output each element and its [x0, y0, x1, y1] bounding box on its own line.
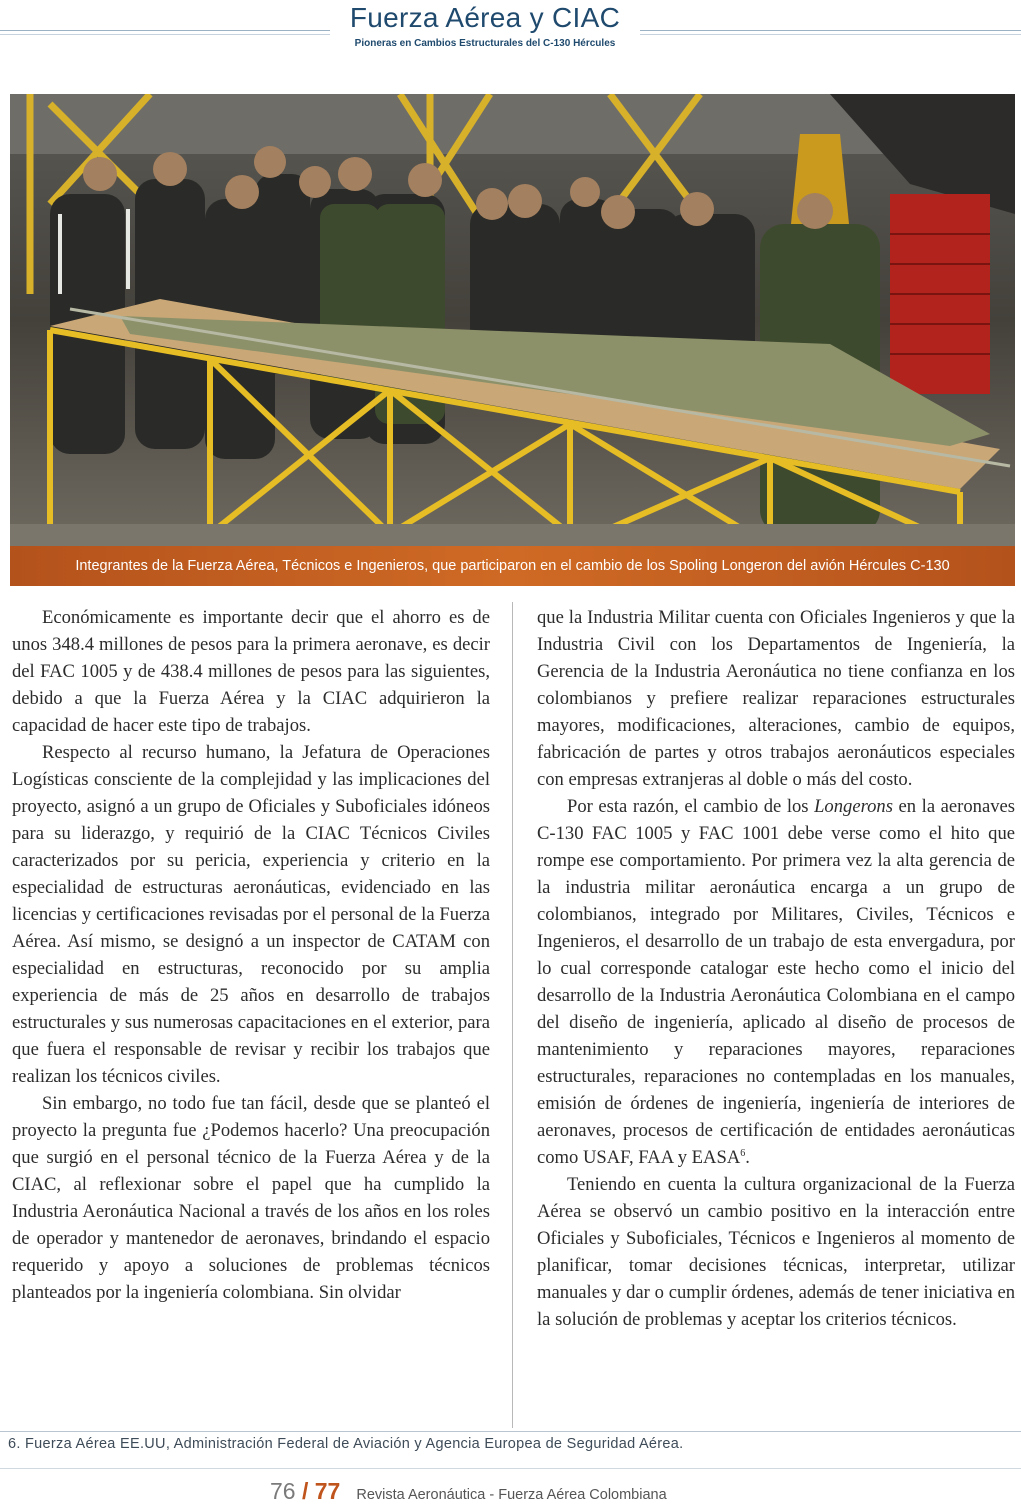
- header-subtitle: Pioneras en Cambios Estructurales del C-130 Hércules: [354, 38, 616, 49]
- magazine-name: Revista Aeronáutica - Fuerza Aérea Colombiana: [356, 1487, 667, 1503]
- footnote: 6. Fuerza Aérea EE.UU, Administración Federal de Aviación y Agencia Europea de Seguridad Aérea.: [8, 1436, 684, 1452]
- footnote-ref[interactable]: 6: [740, 1147, 746, 1159]
- paragraph: [537, 793, 1015, 1171]
- header-title: Fuerza Aérea y CIAC: [349, 2, 621, 33]
- paragraph: Teniendo en cuenta la cultura organizacional de la Fuerza Aérea se observó un cambio positivo en la interacción entre Oficiales y Suboficiales, Técnicos e Ingenieros al momento de planificar, tomar decisiones técnicas, interpretar, utilizar manuales y dar o cumplir órdenes, además de tener iniciativa en la solución de problemas y aceptar los criterios técnicos.: [537, 1174, 1015, 1330]
- paragraph: que la Industria Militar cuenta con Oficiales Ingenieros y que la Industria Civil con los Departamentos de Ingeniería, la Gerencia de la Industria Aeronáutica no tiene confianza en los colombianos y prefiere realizar reparaciones estructurales mayores, modificaciones, alteraciones, cambio de equipos, fabricación de partes y otros trabajos aeronáuticos especiales con empresas extranjeras al doble o más del costo.: [537, 607, 1015, 790]
- group-photo: [10, 94, 1015, 586]
- column-divider: [512, 602, 513, 1428]
- paragraph: Económicamente es importante decir que el ahorro es de unos 348.4 millones de pesos para la primera aeronave, es decir del FAC 1005 y de 438.4 millones de pesos para las siguientes, debido a que la Fuerza Aérea y la CIAC adquirieron la capacidad de hacer este tipo de trabajos.: [12, 607, 490, 736]
- paragraph: Respecto al recurso humano, la Jefatura de Operaciones Logísticas consciente de la complejidad y las implicaciones del proyecto, asignó a un grupo de Oficiales y Suboficiales idóneos para su liderazgo, y requirió de la CIAC Técnicos Civiles caracterizados por su pericia, experiencia y criterio en la especialidad de estructuras aeronáuticas, evidenciado en las licencias y certificaciones revisadas por el personal de la Fuerza Aérea. Así mismo, se designó a un inspector de CATAM con especialidad en estructuras, reconocido por su amplia experiencia de más de 25 años en desarrollo de trabajos estructurales y sus numerosas capacitaciones en el exterior, para que fuera el responsable de revisar y recibir los trabajos que realizan los técnicos civiles.: [12, 742, 490, 1087]
- page-number-right: 77: [314, 1478, 341, 1504]
- page-number-left: 76: [270, 1478, 296, 1504]
- group-photo-illustration: [10, 94, 1015, 546]
- paragraph-text: .: [745, 1147, 750, 1168]
- page-number: [270, 1478, 340, 1504]
- header-rule-right: [640, 30, 1021, 31]
- footer-rule: [0, 1468, 1021, 1469]
- header-rule-left: [0, 30, 330, 31]
- body-column-right: [537, 604, 1015, 1333]
- photo-caption: Integrantes de la Fuerza Aérea, Técnicos e Ingenieros, que participaron en el cambio de los Spoling Longeron del avión Hércules C-130: [10, 546, 1015, 586]
- paragraph-text: en la aeronaves C-130 FAC 1005 y FAC 1001 debe verse como el hito que rompe ese comportamiento. Por primera vez la alta gerencia de la industria militar aeronáutica encarga a un grupo de colombianos, integrado por Militares, Civiles, Técnicos e Ingenieros, el desarrollo de un trabajo de esta envergadura, por lo cual corresponde catalogar este hecho como el inicio del desarrollo de la Industria Aeronáutica Colombiana en el campo del diseño de ingeniería, aplicado al diseño de procesos de mantenimiento y reparaciones mayores, reparaciones estructurales, reparaciones no contempladas en los manuales, emisión de órdenes de ingeniería, ingeniería de interiores de aeronaves, procesos de certificación de entidades aeronáuticas como USAF, FAA y EASA: [537, 796, 1015, 1168]
- page-number-separator: /: [301, 1478, 309, 1504]
- header-rule-left-2: [0, 34, 330, 35]
- header-rule-right-2: [640, 34, 1021, 35]
- footnote-rule: [0, 1431, 1021, 1432]
- body-column-left: [12, 604, 490, 1306]
- paragraph: Sin embargo, no todo fue tan fácil, desde que se planteó el proyecto la pregunta fue ¿Podemos hacerlo? Una preocupación que surgió en el personal técnico de la Fuerza Aérea y de la CIAC, al reflexionar sobre el papel que ha cumplido la Industria Aeronáutica Nacional a través de los años en los roles de operador y mantenedor de aeronaves, brindando el espacio requerido y apoyo a soluciones de problemas técnicos planteados por la ingeniería colombiana. Sin olvidar: [12, 1093, 490, 1303]
- emphasis-longerons: Longerons: [814, 796, 893, 817]
- page-header: [0, 0, 1021, 60]
- paragraph-text: Por esta razón, el cambio de los: [567, 796, 815, 817]
- page-footer: [270, 1478, 667, 1505]
